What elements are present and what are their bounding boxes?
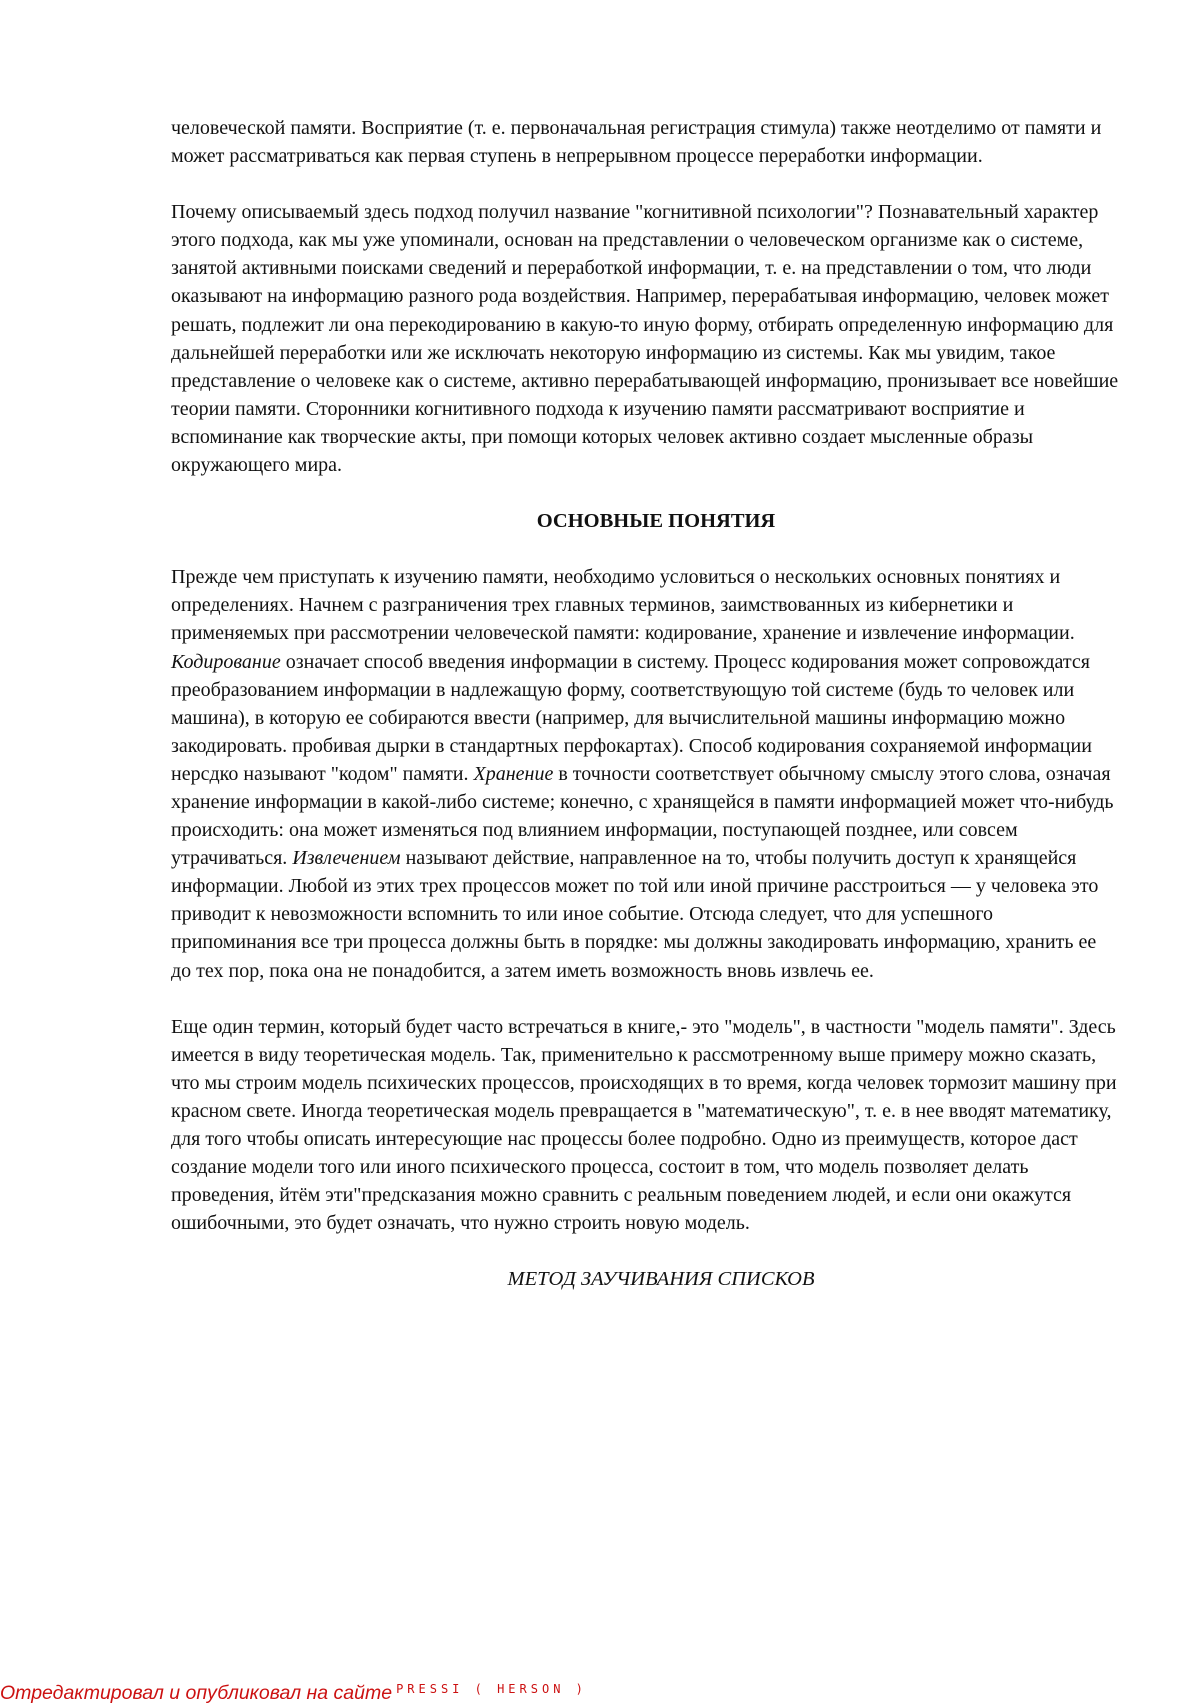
paragraph-memory-model: Еще один термин, который будет часто встречаться в книге,- это "модель", в частности "модель памяти". Здесь имеется в виду теоретическая модель. Так, применительно к рассмотренному выше примеру можно сказать, что мы строим модель психических процессов, происходящих в то время, когда человек тормозит машину при красном свете. Иногда теоретическая модель превращается в "математическую", т. е. в нее вводят математику, для того чтобы описать интересующие нас процессы более подробно. Одно из преимуществ, которое даст создание модели того или иного психического процесса, состоит в том, что модель позволяет делать проведения, йтём эти"предсказания можно сравнить с реальным поведением людей, и если они окажутся ошибочными, это будет означать, что нужно строить новую модель. [171, 1015, 1117, 1235]
paragraph-gap [171, 170, 1121, 198]
text-segment: называют действие, направленное на то, чтобы получить доступ к хранящейся информации. Любой из этих трех процессов может по той или иной причине расстроиться — у человека это приводит к невозможности вспомнить то или иное событие. Отсюда следует, что для успешного припоминания все три процесса должны быть в порядке: мы должны закодировать информацию, хранить ее до тех пор, пока она не понадобится, а затем иметь возможность вновь извлечь ее. [171, 847, 1099, 982]
text-segment: означает способ введения информации в систему. Процесс кодирования может сопровождатся преобразованием информации в надлежащую форму, соответствующую той системе (будь то человек или машина), в которую ее собираются ввести (например, для вычислительной машины информацию можно закодировать. пробивая дырки в стандартных перфокартах). Способ кодирования сохраняемой информации нерсдко называют "кодом" памяти. [171, 650, 1092, 785]
document-page [171, 114, 1121, 1293]
text-segment: в точности соответствует обычному смыслу этого слова, означая хранение информации в какой-либо системе; конечно, с хранящейся в памяти информацией может что-нибудь происходить: она может изменяться под влиянием информации, поступающей позднее, или совсем утрачиваться. [171, 762, 1114, 870]
term-encoding: Кодирование [171, 650, 281, 673]
paragraph-perception: человеческой памяти. Восприятие (т. е. первоначальная регистрация стимула) также неотделимо от памяти и может рассматриваться как первая ступень в непрерывном процессе переработки информации. [171, 117, 1102, 168]
text-segment: Прежде чем приступать к изучению памяти, необходимо условиться о нескольких основных понятиях и определениях. Начнем с разграничения трех главных терминов, заимствованных из кибернетики и применяемых при рассмотрении человеческой памяти: кодирование, хранение и извлечение информации. [171, 566, 1075, 645]
site-credit-footer [0, 1678, 587, 1704]
footer-text: Отредактировал и опубликовал на сайте [0, 1682, 393, 1704]
paragraph-gap [171, 985, 1121, 1013]
paragraph-gap [171, 1237, 1121, 1265]
site-logo: PRESSI ( HERSON ) [396, 1682, 587, 1696]
term-storage: Хранение [473, 762, 554, 785]
section-subheading-list-learning: МЕТОД ЗАУЧИВАНИЯ СПИСКОВ [507, 1268, 815, 1291]
paragraph-basic-concepts [171, 563, 1121, 984]
paragraph-gap [171, 535, 1121, 563]
section-heading-basic-concepts: ОСНОВНЫЕ ПОНЯТИЯ [536, 510, 776, 533]
paragraph-cognitive-psychology: Почему описываемый здесь подход получил название "когнитивной психологии"? Познавательный характер этого подхода, как мы уже упоминали, основан на представлении о человеческом организме как о системе, занятой активными поисками сведений и переработкой информации, т. е. на представлении о том, что люди оказывают на информацию разного рода воздействия. Например, перерабатывая информацию, человек может решать, подлежит ли она перекодированию в какую-то иную форму, отбирать определенную информацию для дальнейшей переработки или же исключать некоторую информацию из системы. Как мы увидим, такое представление о человеке как о системе, активно перерабатывающей информацию, пронизывает все новейшие теории памяти. Сторонники когнитивного подхода к изучению памяти рассматривают восприятие и вспоминание как творческие акты, при помощи которых человек активно создает мысленные образы окружающего мира. [171, 201, 1119, 477]
paragraph-gap [171, 479, 1121, 507]
term-retrieval: Извлечением [292, 847, 401, 870]
